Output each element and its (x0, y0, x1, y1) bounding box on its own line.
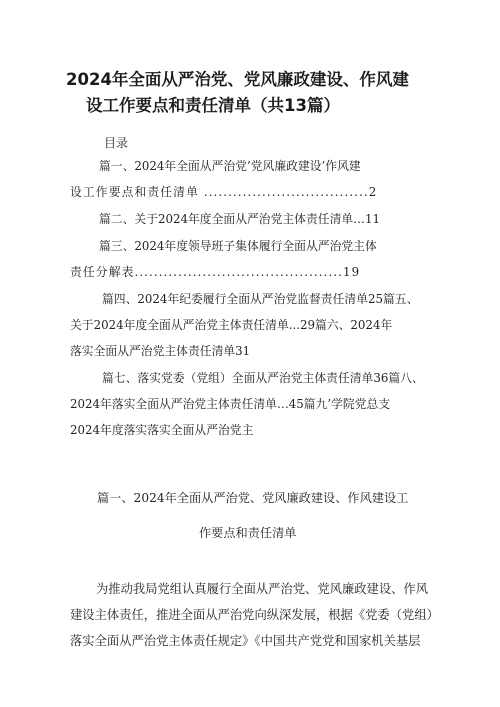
toc-line: 设工作要点和责任清单 ..................................2 (70, 185, 378, 199)
body-paragraph-line: 落实全面从严治党主体责任规定》《中国共产党党和国家机关基层 (70, 634, 421, 648)
toc-line: 落实全面从严治党主体责任清单31 (70, 344, 251, 358)
document-title-line-2: 设工作要点和责任清单（共13篇） (86, 96, 340, 115)
toc-line: 2024年落实全面从严治党主体责任清单…45篇九’学院党总支 (70, 397, 391, 411)
body-paragraph-line: 为推动我局党组认真履行全面从严治党、党风廉政建设、作风 (96, 582, 429, 596)
document-title-line-1: 2024年全面从严治党、党风廉政建设、作风建 (66, 70, 409, 89)
toc-line: 关于2024年度全面从严治党主体责任清单...29篇六、2024年 (70, 318, 393, 332)
article-title-line-1: 篇一、2024年全面从严治党、党风廉政建设、作风建设工 (97, 491, 409, 505)
toc-line: 篇四、2024年纪委履行全面从严治党监督责任清单25篇五、 (102, 292, 419, 306)
toc-line: 篇三、2024年度领导班子集体履行全面从严治党主体 (99, 239, 377, 253)
toc-heading: 目录 (104, 136, 129, 150)
toc-line: 篇七、落实党委（党组）全面从严治党主体责任清单36篇八、 (102, 371, 424, 385)
toc-line: 2024年度落实落实全面从严治党主 (70, 423, 254, 437)
body-paragraph-line: 建设主体责任，推进全面从严治党向纵深发展，根据《党委（党组） (70, 608, 439, 622)
toc-line: 篇一、2024年全面从严治党’党风廉政建设’作风建 (99, 159, 361, 173)
toc-line: 篇二、关于2024年度全面从严治党主体责任清单…11 (99, 212, 380, 226)
toc-line: 责任分解表...........................................19 (70, 265, 361, 279)
article-title-line-2: 作要点和责任清单 (199, 526, 297, 540)
